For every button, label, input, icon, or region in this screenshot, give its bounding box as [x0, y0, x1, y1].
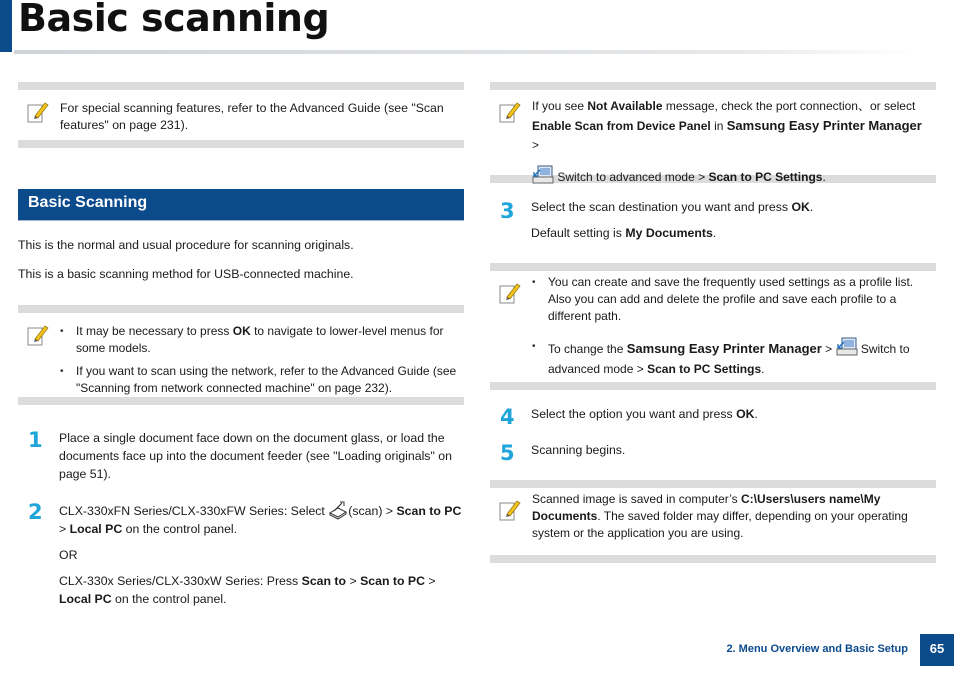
- note-saved-post: . The saved folder may differ, depending on your operating system or the application you are using.: [532, 509, 908, 540]
- note-profile-text-1: You can create and save the frequently used settings as a profile list. Also you can add and delete the profile and save each profile to a different path.: [548, 275, 914, 323]
- step-2-a-pre: CLX-330xFN Series/CLX-330xFW Series: Select: [59, 504, 329, 518]
- step-2-a-scan: (scan) >: [348, 504, 397, 518]
- step-number-4: 4: [500, 405, 515, 429]
- intro-paragraph-1: This is the normal and usual procedure for scanning originals.: [18, 238, 354, 252]
- advanced-mode-icon: [532, 165, 554, 185]
- step-number-1: 1: [28, 428, 43, 452]
- step-2-or: OR: [59, 548, 78, 562]
- my-documents-label: My Documents: [625, 226, 713, 240]
- note-profile-bullet-1: [532, 274, 932, 325]
- note-pencil-icon: [27, 100, 49, 124]
- note-tips: [18, 305, 464, 405]
- step-5-line: Scanning begins.: [531, 443, 626, 457]
- scan-to-pc-label: Scan to PC: [396, 504, 462, 518]
- note-not-available-path: [532, 165, 932, 187]
- step-3-line-2: [531, 224, 936, 242]
- note-saved-text: [532, 491, 917, 542]
- intro-paragraph-2: This is a basic scanning method for USB-connected machine.: [18, 267, 354, 281]
- step-2-b-pre: CLX-330x Series/CLX-330xW Series: Press: [59, 574, 302, 588]
- not-available-label: Not Available: [587, 99, 663, 113]
- note-tip-ok-text: It may be necessary to press: [76, 324, 233, 338]
- note-profile-bullet-2: [532, 337, 932, 379]
- step-3-default-pre: Default setting is: [531, 226, 626, 240]
- footer-chapter: 2. Menu Overview and Basic Setup: [726, 643, 908, 655]
- scan-to-pc-settings-label: Scan to PC Settings: [708, 170, 823, 184]
- section-heading: Basic Scanning: [18, 189, 464, 221]
- page-number-badge: 65: [920, 634, 954, 666]
- local-pc-label: Local PC: [59, 592, 112, 606]
- note-pencil-icon: [499, 281, 521, 305]
- period: .: [822, 170, 826, 184]
- title-accent-bar: [0, 0, 12, 52]
- note-profile-pre: To change the: [548, 342, 627, 356]
- period: .: [754, 407, 758, 421]
- enable-scan-label: Enable Scan from Device Panel: [532, 119, 711, 133]
- step-2-a-post: on the control panel.: [122, 522, 238, 536]
- step-2-option-b: [59, 572, 465, 608]
- easy-printer-manager-label: Samsung Easy Printer Manager: [626, 341, 822, 356]
- note-tip-network-text: If you want to scan using the network, refer to the Advanced Guide (see "Scanning from network connected machine" on page 232).: [76, 364, 457, 395]
- scan-to-pc-label: Scan to PC: [360, 574, 425, 588]
- note-not-available: [490, 82, 936, 183]
- separator: >: [694, 170, 709, 184]
- separator: >: [346, 574, 361, 588]
- ok-label: OK: [232, 324, 251, 338]
- advanced-mode-icon: [836, 337, 858, 357]
- period: .: [809, 200, 814, 214]
- step-2-option-a: [59, 500, 465, 538]
- note-saved-location: [490, 480, 936, 563]
- separator: >: [59, 522, 70, 536]
- step-3-line-1: [531, 198, 936, 216]
- scan-icon: [328, 500, 348, 520]
- note-pencil-icon: [499, 100, 521, 124]
- period: .: [712, 226, 717, 240]
- note-pencil-icon: [27, 323, 49, 347]
- note-advanced-text: For special scanning features, refer to the Advanced Guide (see "Scan features" on page 231).: [60, 101, 444, 132]
- step-5-text: [531, 441, 936, 467]
- easy-printer-manager-label: Samsung Easy Printer Manager: [726, 118, 922, 133]
- scan-to-pc-settings-label: Scan to PC Settings: [647, 362, 762, 376]
- na-pre: If you see: [532, 99, 588, 113]
- page-title: Basic scanning: [18, 0, 330, 40]
- title-rule: [14, 50, 914, 54]
- step-4-pre: Select the option you want and press: [531, 407, 737, 421]
- separator: >: [424, 574, 436, 588]
- step-2-text: [59, 500, 465, 616]
- local-pc-label: Local PC: [69, 522, 123, 536]
- switch-advanced-mode-label: Switch to advanced mode: [548, 342, 910, 376]
- switch-advanced-mode-label: Switch to advanced mode: [557, 170, 695, 184]
- step-number-3: 3: [500, 199, 515, 223]
- separator: >: [633, 362, 648, 376]
- step-number-2: 2: [28, 500, 43, 524]
- note-advanced-guide: [18, 82, 464, 148]
- separator: >: [532, 138, 540, 152]
- step-1-text: [59, 429, 465, 491]
- note-tip-ok: [60, 323, 460, 357]
- step-3-pre: Select the scan destination you want and press: [531, 200, 792, 214]
- period: .: [761, 362, 765, 376]
- step-number-5: 5: [500, 441, 515, 465]
- separator: >: [821, 342, 836, 356]
- ok-label: OK: [736, 407, 755, 421]
- ok-label: OK: [791, 200, 810, 214]
- step-3-text: [531, 198, 936, 250]
- note-not-available-text: [532, 97, 932, 155]
- note-tip-network: [60, 363, 460, 397]
- step-4-line: [531, 405, 936, 423]
- step-1-paragraph: Place a single document face down on the document glass, or load the documents face up into the document feeder (see "Loading originals" on page 51).: [59, 431, 452, 481]
- note-profile: [490, 263, 936, 390]
- save-path-label: C:\Users\users name\My Documents: [532, 492, 881, 523]
- na-in: in: [710, 119, 727, 133]
- note-saved-pre: Scanned image is saved in computer’s: [532, 492, 742, 506]
- step-2-b-post: on the control panel.: [111, 592, 227, 606]
- scan-to-label: Scan to: [301, 574, 347, 588]
- na-mid: message, check the port connection、or select: [662, 99, 916, 113]
- note-tip-ok-text-end: to navigate to lower-level menus for some models.: [76, 324, 444, 355]
- step-4-text: [531, 405, 936, 431]
- note-pencil-icon: [499, 498, 521, 522]
